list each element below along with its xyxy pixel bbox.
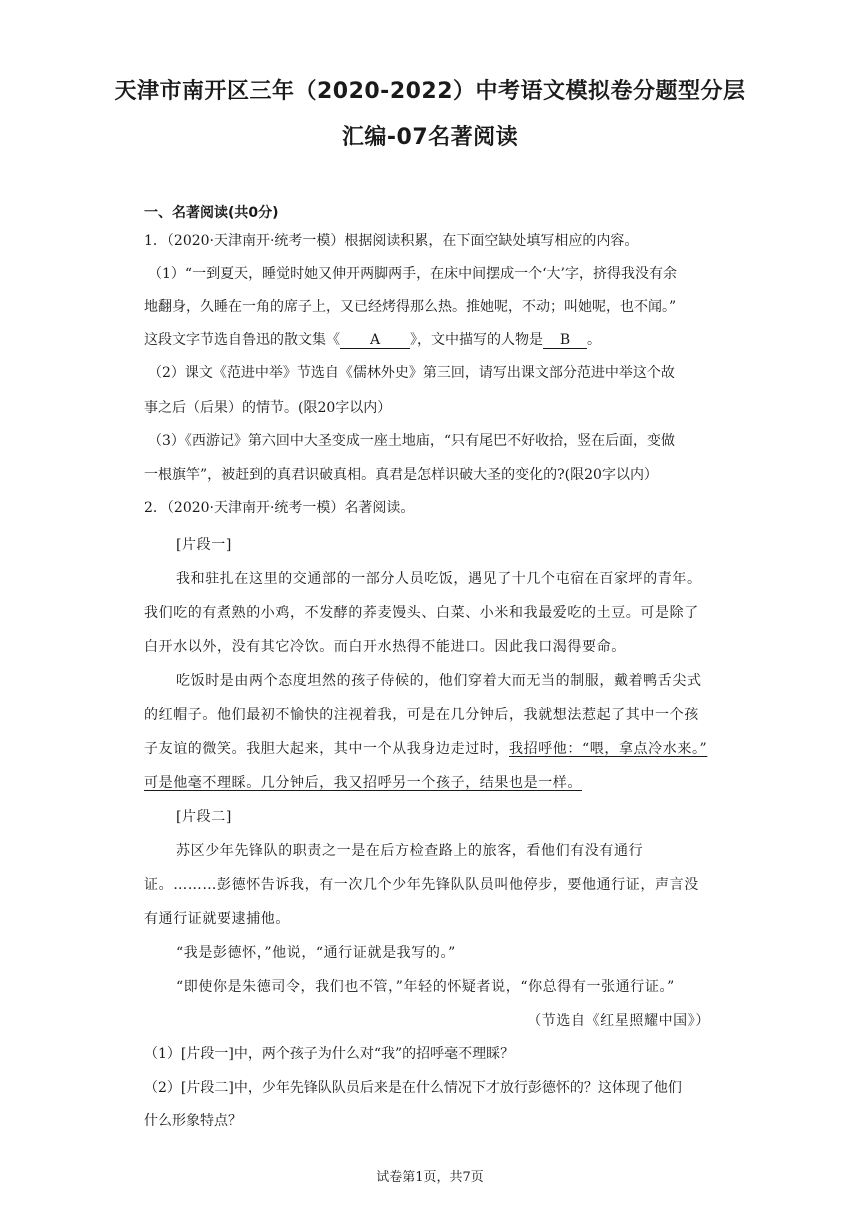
q1-part2-line2: 事之后（后果）的情节。(限20字以内） <box>144 400 392 416</box>
fragment1-line5: 的红帽子。他们最初不愉快的注视着我，可是在几分钟后，我就想法惹起了其中一个孩 <box>144 707 699 723</box>
page-footer: 试卷第1页，共7页 <box>376 1170 484 1185</box>
q1-part1-text-b: 》，文中描写的人物是 <box>410 332 543 348</box>
q1-part1-line1: （1）“一到夏天，睡觉时她又伸开两脚两手，在床中间摆成一个‘大’字，挤得我没有余 <box>148 266 677 282</box>
q1-part3-line2: 一根旗竿”，被赶到的真君识破真相。真君是怎样识破大圣的变化的?(限20字以内） <box>144 467 658 483</box>
fragment1-line4: 吃饭时是由两个态度坦然的孩子侍候的，他们穿着大而无当的制服，戴着鸭舌尖式 <box>176 673 702 689</box>
q1-stem: 1．（2020·天津南开·统考一模）根据阅读积累，在下面空缺处填写相应的内容。 <box>144 233 639 249</box>
subquestion-2-line2: 什么形象特点？ <box>144 1113 242 1129</box>
fragment2-line4: “我是彭德怀，”他说，“通行证就是我写的。” <box>176 945 456 961</box>
fragment1-line6-plain: 子友谊的微笑。我胆大起来，其中一个从我身边走过时， <box>144 741 509 757</box>
fragment2-line3: 有通行证就要逮捕他。 <box>144 911 290 927</box>
q1-part1-line2: 地翻身，久睡在一角的席子上，又已经烤得那么热。推她呢，不动；叫她呢，也不闻。” <box>144 299 677 315</box>
q1-part1-text-a: 这段文字节选自鲁迅的散文集《 <box>144 332 340 348</box>
q2-stem: 2．（2020·天津南开·统考一模）名著阅读。 <box>144 500 415 516</box>
blank-a[interactable]: A <box>340 332 410 349</box>
q1-part2-line1: （2）课文《范进中举》节选自《儒林外史》第三回，请写出课文部分范进中举这个故 <box>148 365 675 381</box>
q1-part1-text-c: 。 <box>587 332 601 348</box>
fragment2-label: [片段二] <box>176 809 232 825</box>
document-title-line1: 天津市南开区三年（2020-2022）中考语文模拟卷分题型分层 <box>114 79 746 104</box>
blank-b[interactable]: B <box>543 332 587 349</box>
fragment1-underlined-b: 可是他毫不理睬。几分钟后，我又招呼另一个孩子，结果也是一样。 <box>144 775 582 791</box>
section-heading: 一、名著阅读(共0分) <box>144 205 279 221</box>
fragment1-label: [片段一] <box>176 537 232 553</box>
fragment1-underlined-a: 我招呼他：“喂，拿点冷水来。” <box>509 741 708 757</box>
subquestion-1: （1）[片段一]中，两个孩子为什么对“我”的招呼毫不理睬？ <box>144 1046 515 1062</box>
subquestion-2-line1: （2）[片段二]中，少年先锋队队员后来是在什么情况下才放行彭德怀的？这体现了他们 <box>144 1080 682 1096</box>
q1-part1-line3 <box>144 330 601 350</box>
fragment2-line2: 证。………彭德怀告诉我，有一次几个少年先锋队队员叫他停步，要他通行证，声言没 <box>144 877 699 893</box>
fragment2-line1: 苏区少年先锋队的职责之一是在后方检查路上的旅客，看他们有没有通行 <box>176 843 644 859</box>
document-title-line2: 汇编-07名著阅读 <box>341 125 519 150</box>
source-citation: （节选自《红星照耀中国》） <box>527 1013 710 1029</box>
fragment2-line5: “即使你是朱德司令，我们也不管，”年轻的怀疑者说，“你总得有一张通行证。” <box>176 979 675 995</box>
fragment1-line2: 我们吃的有煮熟的小鸡，不发酵的荞麦馒头、白菜、小米和我最爱吃的土豆。可是除了 <box>144 605 699 621</box>
fragment1-line6 <box>144 739 707 759</box>
fragment1-line3: 白开水以外，没有其它冷饮。而白开水热得不能进口。因此我口渴得要命。 <box>144 639 626 655</box>
fragment1-line1: 我和驻扎在这里的交通部的一部分人员吃饭，遇见了十几个屯宿在百家坪的青年。 <box>176 571 702 587</box>
q1-part3-line1: （3）《西游记》第六回中大圣变成一座土地庙，“只有尾巴不好收拾，竖在后面，变做 <box>148 433 676 449</box>
